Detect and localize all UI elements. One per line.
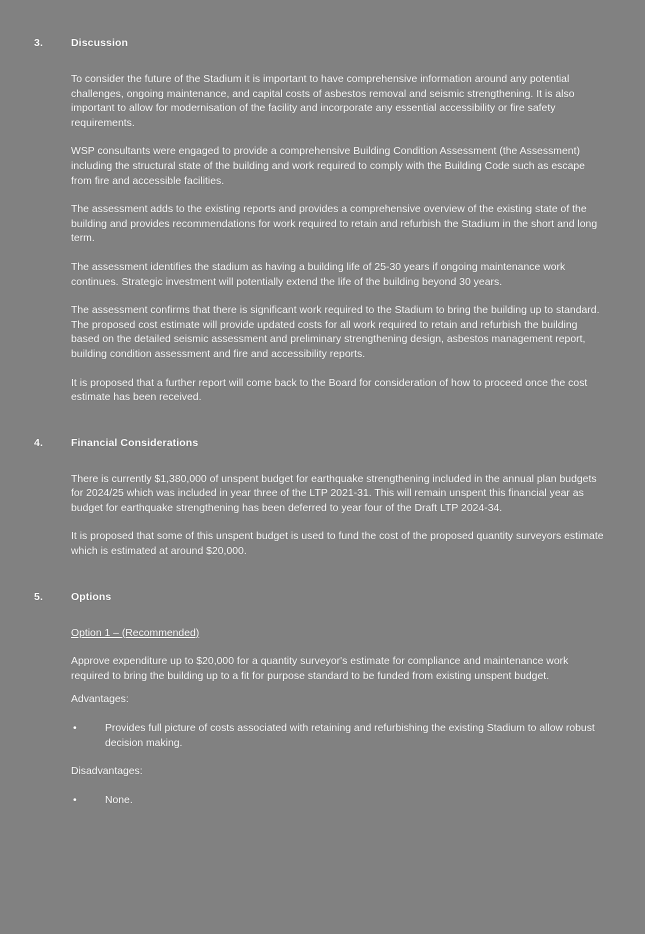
spacer xyxy=(0,708,645,722)
paragraph: The assessment adds to the existing reports and provides a comprehensive overview of the existing state of the building and provides recommendations for work required to retain and refurbish the Stadium in the short and long term. xyxy=(71,204,598,245)
paragraph: To consider the future of the Stadium it is important to have comprehensive information around any potential challenges, ongoing maintenance, and capital costs of asbestos removal and seismic strengthening. It is also important to allow for modernisation of the facility and incorporate any essential accessibility or fire safety requirements. xyxy=(71,74,575,129)
paragraph: It is proposed that a further report will come back to the Board for consideration of how to proceed once the cost estimate has been received. xyxy=(71,377,588,404)
bullet-icon: • xyxy=(73,794,77,806)
paragraph: There is currently $1,380,000 of unspent budget for earthquake strengthening included in the annual plan budgets for 2024/25 which was included in year three of the LTP 2021-31. This will remain unspent this financial year as budget for earthquake strengthening has been deferred to year four of the Draft LTP 2024-34. xyxy=(71,473,597,514)
section-title: Options xyxy=(71,590,112,603)
spacer xyxy=(0,406,645,436)
section-title: Discussion xyxy=(71,37,129,49)
paragraph: The assessment identifies the stadium as having a building life of 25-30 years if ongoing maintenance work continues. Strategic investment will potentially extend the life of the building beyond 30 years. xyxy=(71,261,566,288)
spacer xyxy=(0,290,645,304)
list-item xyxy=(71,794,605,809)
spacer xyxy=(0,189,645,203)
spacer xyxy=(0,247,645,261)
option-1-label-wrapper xyxy=(71,627,605,642)
spacer xyxy=(0,751,645,765)
advantages-heading: Advantages: xyxy=(71,694,129,706)
paragraph: It is proposed that some of this unspent budget is used to fund the cost of the proposed quantity surveyors estimate which is estimated at around $20,000. xyxy=(71,531,604,558)
section-number: 5. xyxy=(34,590,43,603)
section-number: 3. xyxy=(34,37,43,49)
option-1-body: Approve expenditure up to $20,000 for a quantity surveyor's estimate for compliance and maintenance work required to bring the building up to a fit for purpose standard to be funded from existing unspent budget. xyxy=(71,656,569,682)
section-heading-financial-considerations xyxy=(0,436,645,451)
top-spacer xyxy=(0,0,645,36)
paragraph: The assessment confirms that there is significant work required to the Stadium to bring the building up to standard. The proposed cost estimate will provide updated costs for all work required to retain and refurbish the building based on the detailed seismic assessment and preliminary strengthening design, asbestos management report, building condition assessment and fire and accessibility reports. xyxy=(71,305,600,360)
spacer xyxy=(0,516,645,530)
spacer xyxy=(0,684,645,693)
spacer xyxy=(0,560,645,590)
option-1-label: Option 1 – (Recommended) xyxy=(71,627,200,639)
list-item xyxy=(71,722,605,751)
spacer xyxy=(0,605,645,627)
paragraph: WSP consultants were engaged to provide a comprehensive Building Condition Assessment (the Assessment) including the structural state of the building and work required to comply with the Building Code such as escape from fire and accessible facilities. xyxy=(71,146,585,187)
spacer xyxy=(0,363,645,377)
spacer xyxy=(0,451,645,473)
spacer xyxy=(0,780,645,794)
section-heading-options xyxy=(0,590,645,605)
section-heading-discussion xyxy=(0,36,645,51)
section-number: 4. xyxy=(34,436,43,449)
list-item-text: Provides full picture of costs associated with retaining and refurbishing the existing Stadium to allow robust decision making. xyxy=(105,723,595,749)
section-title: Financial Considerations xyxy=(71,436,199,449)
spacer xyxy=(0,641,645,655)
spacer xyxy=(0,131,645,145)
list-item-text: None. xyxy=(105,794,133,806)
bullet-icon: • xyxy=(73,723,77,735)
disadvantages-heading: Disadvantages: xyxy=(71,766,143,778)
spacer xyxy=(0,51,645,73)
